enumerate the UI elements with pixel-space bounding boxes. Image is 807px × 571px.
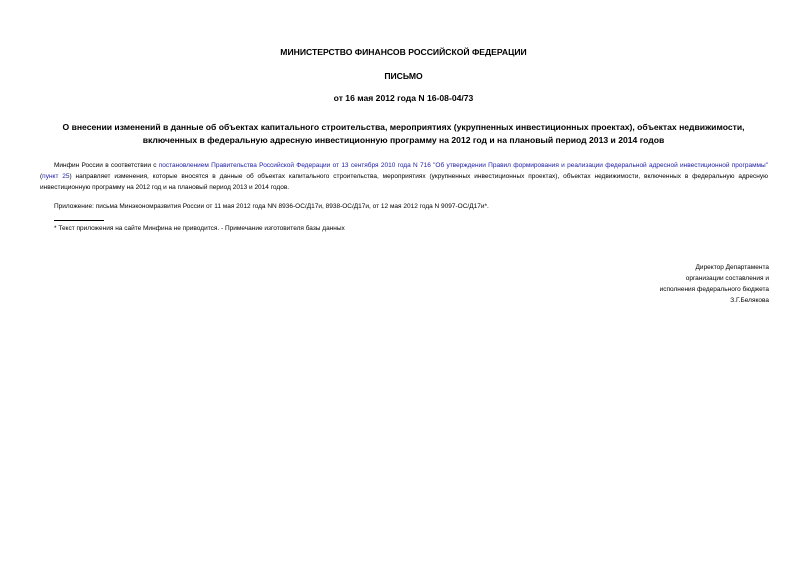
body-text-mid: ( [40, 173, 43, 180]
signature-position-line-2: организации составления и [685, 275, 769, 282]
appendix-paragraph: Приложение: письма Минэкономразвития России от 11 мая 2012 года NN 8936-ОС/Д17и, 8938-ОС/Д17и, от 12 мая 2012 года N 9097-ОС/Д17и*. [54, 203, 489, 210]
signature-position-line-3: исполнения федерального бюджета [659, 286, 769, 293]
signature-position-line-1: Директор Департамента [695, 264, 769, 271]
document-title: О внесении изменений в данные об объектах капитального строительства, мероприятиях (укрупненных инвестиционных проектах), объектах недвижимости, включенных в федеральную адресную инвестиционную программу на 2012 год и на плановый период 2013 и 2014 годов [62, 122, 745, 145]
body-paragraph [40, 160, 768, 193]
document-date-number: от 16 мая 2012 года N 16-08-04/73 [333, 93, 474, 103]
footnote-divider [54, 220, 104, 221]
ministry-heading: МИНИСТЕРСТВО ФИНАНСОВ РОССИЙСКОЙ ФЕДЕРАЦИИ [280, 47, 527, 57]
body-text-start: Минфин России в соответствии с [54, 162, 159, 169]
clause-link[interactable]: пункт 25 [42, 173, 70, 180]
document-type: ПИСЬМО [384, 71, 423, 81]
footnote: * Текст приложения на сайте Минфина не приводится. - Примечание изготовителя базы данных [54, 225, 345, 232]
body-text-end: ) направляет изменения, которые вносятся в данные об объектах капитального строительства, мероприятиях (укрупненных инвестиционных проектах), объектах недвижимости, включенных в федеральную адресную инвестиционную программу на 2012 год и на плановый период 2013 и 2014 годов. [40, 173, 768, 191]
signatory-name: З.Г.Белякова [730, 297, 769, 304]
resolution-link[interactable]: постановлением Правительства Российской Федерации от 13 сентября 2010 года N 716 "Об утверждении Правил формирования и реализации федеральной адресной инвестиционной программы" [158, 162, 768, 169]
